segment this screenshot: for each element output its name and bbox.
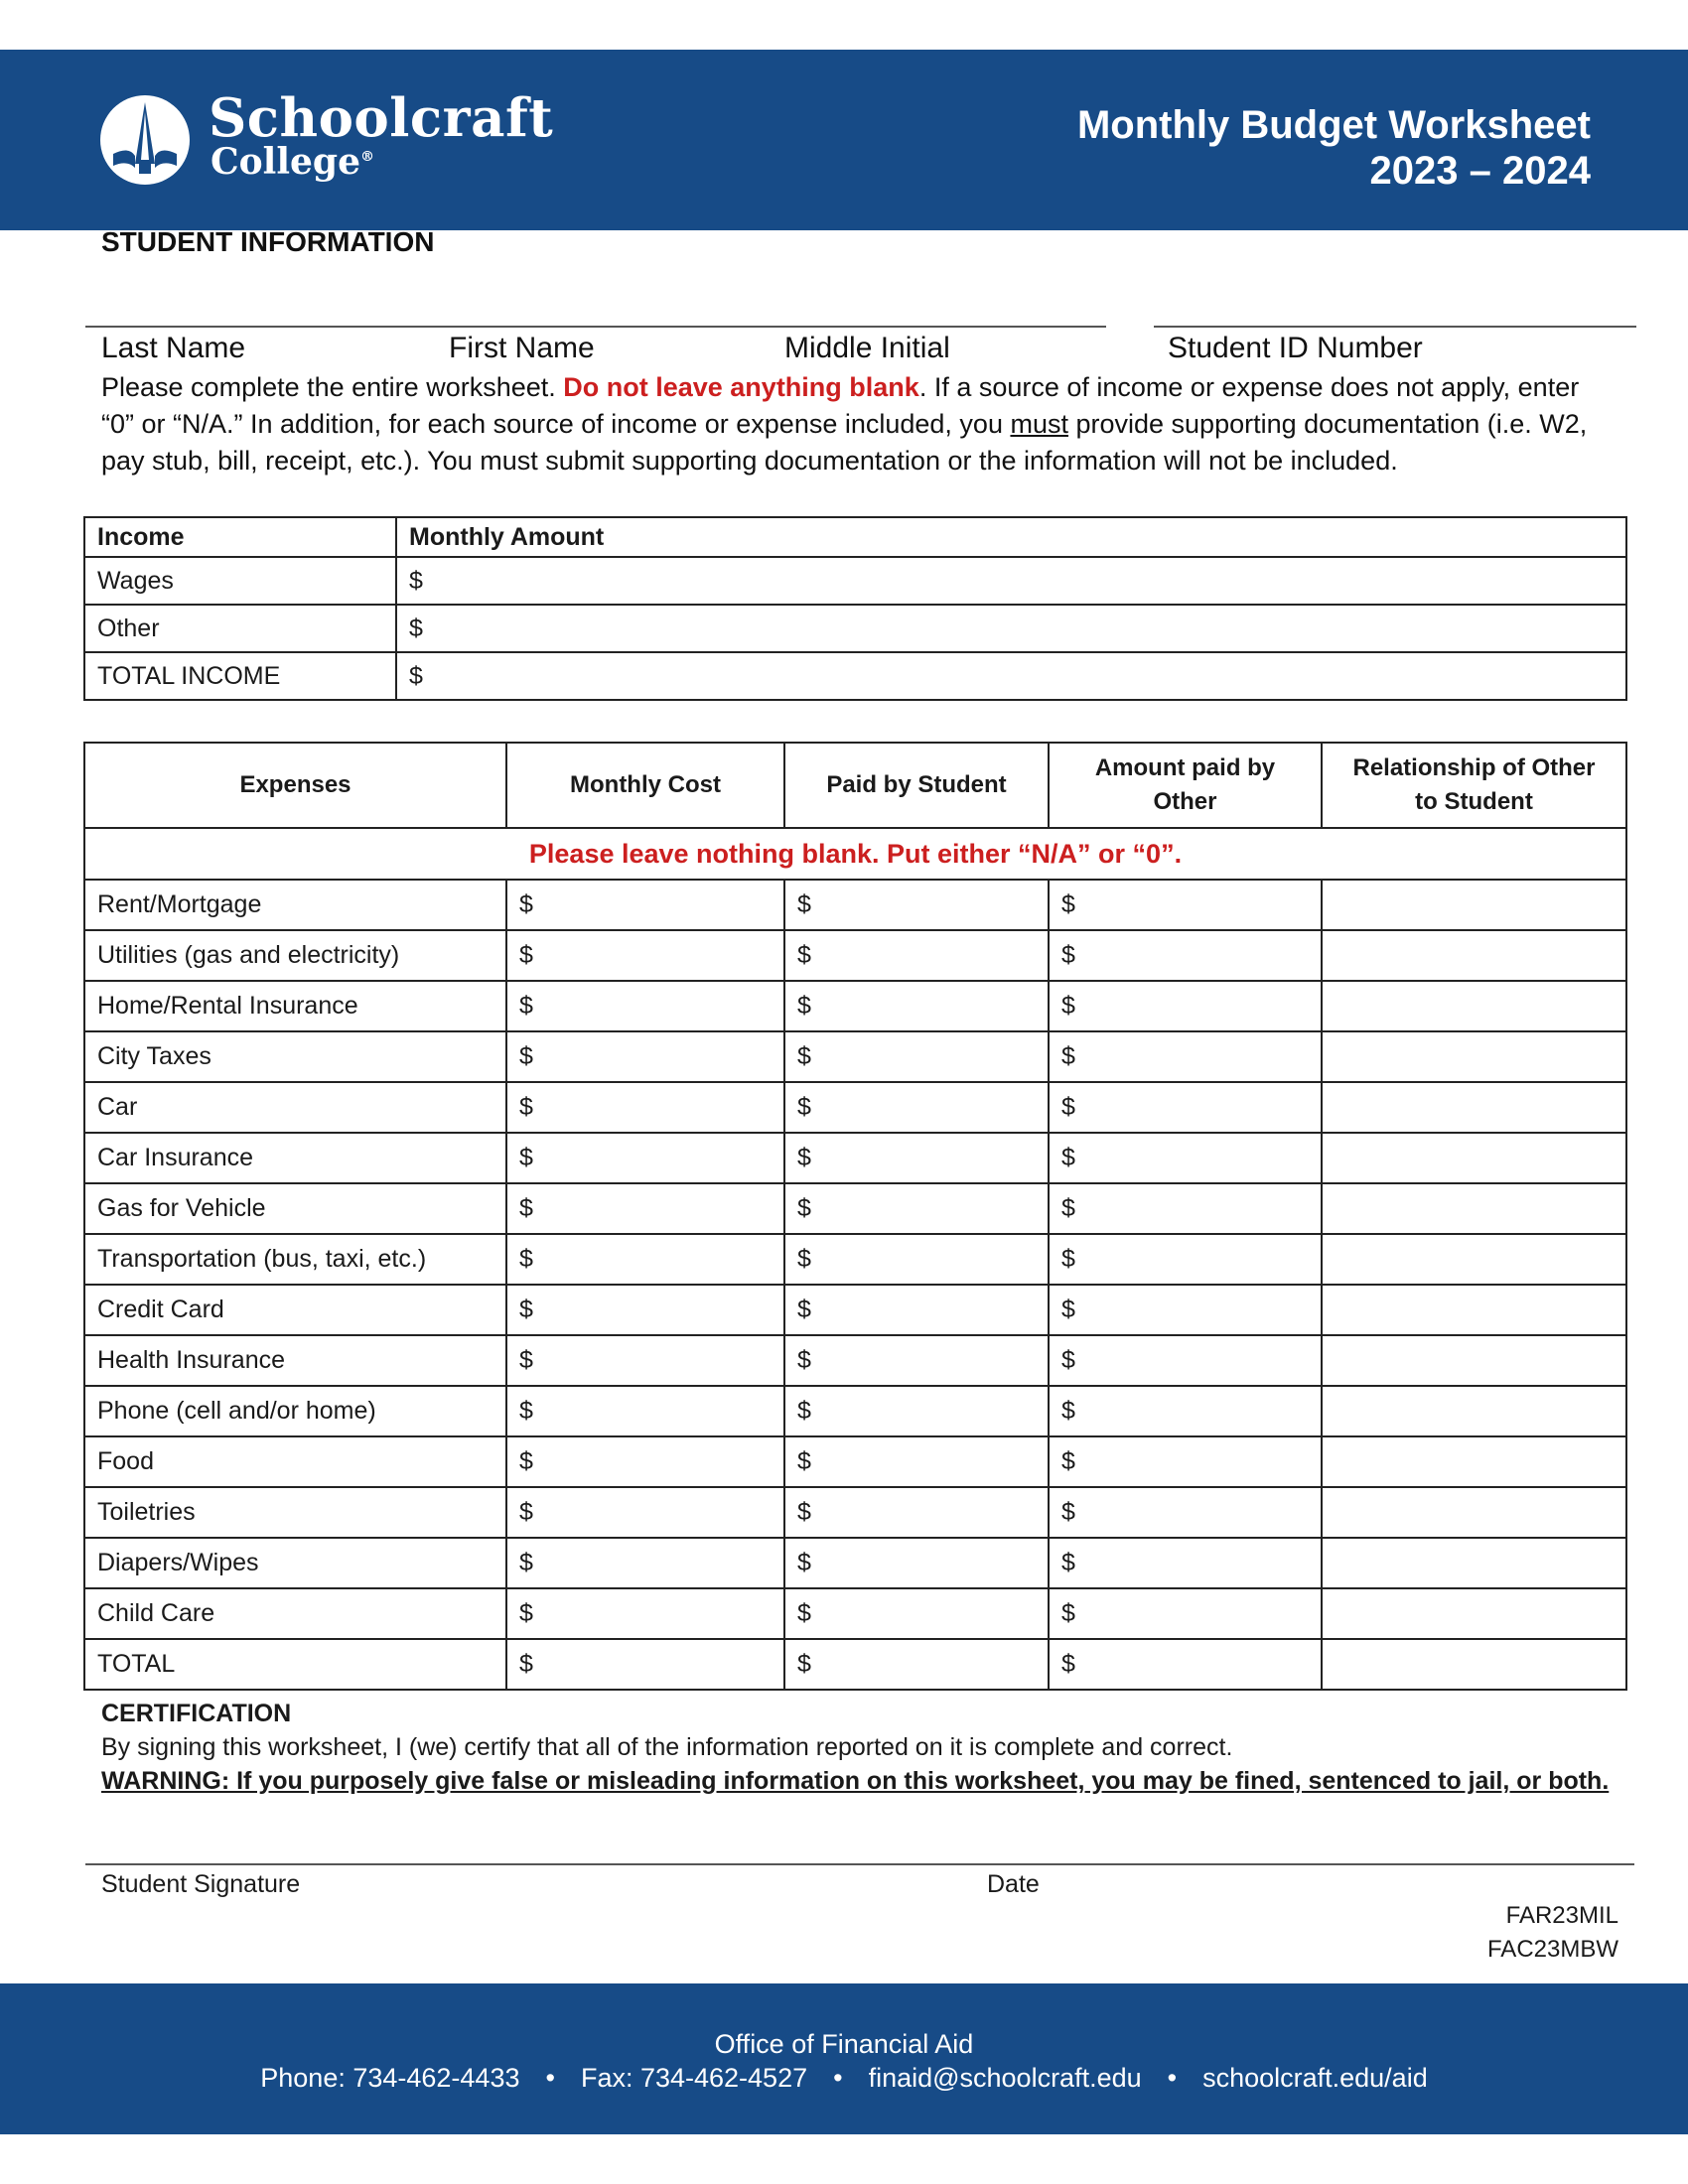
paid-by-student-field[interactable]: $: [784, 981, 1049, 1031]
paid-by-other-field[interactable]: $: [1049, 1183, 1322, 1234]
paid-by-other-field[interactable]: $: [1049, 1082, 1322, 1133]
paid-by-student-field[interactable]: $: [784, 1386, 1049, 1436]
paid-by-other-field[interactable]: $: [1049, 930, 1322, 981]
paid-by-other-field[interactable]: $: [1049, 880, 1322, 930]
income-amount-field[interactable]: $: [396, 652, 1626, 700]
paid-by-student-field[interactable]: $: [784, 1082, 1049, 1133]
separator-dot: •: [545, 2063, 555, 2093]
relationship-field[interactable]: [1322, 1285, 1626, 1335]
relationship-header: Relationship of Other to Student: [1322, 743, 1626, 828]
paid-by-student-field[interactable]: $: [784, 880, 1049, 930]
relationship-field[interactable]: [1322, 1588, 1626, 1639]
paid-by-student-field[interactable]: $: [784, 1183, 1049, 1234]
expense-label: Phone (cell and/or home): [84, 1386, 506, 1436]
form-code-2: FAC23MBW: [1486, 1936, 1618, 1963]
paid-by-student-field[interactable]: $: [784, 1031, 1049, 1082]
first-name-label: First Name: [449, 332, 595, 364]
last-name-label: Last Name: [101, 332, 246, 364]
expense-label: Gas for Vehicle: [84, 1183, 506, 1234]
student-id-entry-line[interactable]: [1154, 326, 1636, 328]
footer-office: Office of Financial Aid: [714, 2029, 974, 2059]
relationship-field[interactable]: [1322, 1386, 1626, 1436]
expense-row: [84, 1487, 1626, 1538]
certification-text: By signing this worksheet, I (we) certify that all of the information reported on it is complete and correct.: [101, 1733, 1233, 1761]
expense-label: Car: [84, 1082, 506, 1133]
paid-by-student-field[interactable]: $: [784, 1285, 1049, 1335]
paid-by-other-field[interactable]: $: [1049, 1487, 1322, 1538]
worksheet-title: Monthly Budget Worksheet: [1076, 103, 1591, 147]
expense-row: [84, 880, 1626, 930]
income-label: TOTAL INCOME: [84, 652, 396, 700]
registered-mark: ®: [360, 149, 374, 165]
monthly-cost-field[interactable]: $: [506, 1285, 784, 1335]
relationship-field[interactable]: [1322, 1639, 1626, 1690]
paid-by-other-field[interactable]: $: [1049, 1386, 1322, 1436]
relationship-field[interactable]: [1322, 1538, 1626, 1588]
name-entry-line[interactable]: [85, 326, 1106, 328]
relationship-field[interactable]: [1322, 880, 1626, 930]
expense-row: [84, 1436, 1626, 1487]
expense-row: [84, 1183, 1626, 1234]
paid-by-other-field[interactable]: $: [1049, 1133, 1322, 1183]
expense-row: [84, 1234, 1626, 1285]
income-amount-field[interactable]: $: [396, 557, 1626, 605]
expense-label: Utilities (gas and electricity): [84, 930, 506, 981]
expenses-header: Expenses: [84, 743, 506, 828]
expense-label: Diapers/Wipes: [84, 1538, 506, 1588]
paid-by-student-field[interactable]: $: [784, 1487, 1049, 1538]
paid-by-student-field[interactable]: $: [784, 1538, 1049, 1588]
form-code-1: FAR23MIL: [1505, 1902, 1618, 1929]
expense-row: [84, 1588, 1626, 1639]
paid-by-other-field[interactable]: $: [1049, 1234, 1322, 1285]
expense-row: [84, 1082, 1626, 1133]
expense-header-row: [84, 743, 1626, 828]
separator-dot: •: [1167, 2063, 1178, 2093]
paid-by-other-field[interactable]: $: [1049, 1538, 1322, 1588]
expense-label: City Taxes: [84, 1031, 506, 1082]
relationship-field[interactable]: [1322, 1082, 1626, 1133]
student-signature-label: Student Signature: [101, 1870, 301, 1898]
monthly-cost-field[interactable]: $: [506, 1639, 784, 1690]
expense-row: [84, 981, 1626, 1031]
monthly-cost-field[interactable]: $: [506, 930, 784, 981]
student-id-label: Student ID Number: [1168, 332, 1423, 364]
expense-row: [84, 1386, 1626, 1436]
monthly-cost-header: Monthly Cost: [506, 743, 784, 828]
date-label: Date: [987, 1870, 1040, 1898]
expense-label: Health Insurance: [84, 1335, 506, 1386]
paid-by-student-field[interactable]: $: [784, 1588, 1049, 1639]
expense-label: Transportation (bus, taxi, etc.): [84, 1234, 506, 1285]
paid-by-other-field[interactable]: $: [1049, 1588, 1322, 1639]
income-row-total: [84, 652, 1626, 700]
monthly-cost-field[interactable]: $: [506, 1386, 784, 1436]
paid-by-student-field[interactable]: $: [784, 1639, 1049, 1690]
paid-by-student-field[interactable]: $: [784, 1133, 1049, 1183]
expense-label: Home/Rental Insurance: [84, 981, 506, 1031]
relationship-field[interactable]: [1322, 1487, 1626, 1538]
monthly-cost-field[interactable]: $: [506, 1487, 784, 1538]
paid-by-student-field[interactable]: $: [784, 1436, 1049, 1487]
income-header-row: [84, 517, 1626, 557]
instructions-paragraph: Please complete the entire worksheet. Do not leave anything blank. If a source of income or expense does not apply, enter “0” or “N/A.” In addition, for each source of income or expense included, you must provide supporting documentation (i.e. W2, pay stub, bill, receipt, etc.). You must submit supporting documentation or the information will not be included.: [101, 372, 1588, 476]
monthly-cost-field[interactable]: $: [506, 1588, 784, 1639]
relationship-field[interactable]: [1322, 1234, 1626, 1285]
income-table: [83, 516, 1627, 701]
paid-by-student-field[interactable]: $: [784, 930, 1049, 981]
signature-line[interactable]: [85, 1863, 1634, 1865]
footer-fax: Fax: 734-462-4527: [580, 2063, 808, 2093]
instructions-must: must: [1010, 409, 1068, 439]
paid-by-other-field[interactable]: $: [1049, 1031, 1322, 1082]
expense-row: [84, 1639, 1626, 1690]
footer-website-link[interactable]: schoolcraft.edu/aid: [1202, 2063, 1428, 2093]
monthly-cost-field[interactable]: $: [506, 1133, 784, 1183]
expense-label: Car Insurance: [84, 1133, 506, 1183]
paid-by-student-header: Paid by Student: [784, 743, 1049, 828]
middle-initial-label: Middle Initial: [784, 332, 950, 364]
expense-row: [84, 1133, 1626, 1183]
expense-row: [84, 1031, 1626, 1082]
paid-by-student-field[interactable]: $: [784, 1335, 1049, 1386]
paid-by-other-field[interactable]: $: [1049, 1436, 1322, 1487]
expense-row: [84, 1285, 1626, 1335]
monthly-cost-field[interactable]: $: [506, 1183, 784, 1234]
income-amount-field[interactable]: $: [396, 605, 1626, 652]
relationship-field[interactable]: [1322, 1436, 1626, 1487]
income-label: Other: [84, 605, 396, 652]
college-logo-icon: [99, 94, 191, 186]
monthly-cost-field[interactable]: $: [506, 1234, 784, 1285]
amount-paid-by-other-header: Amount paid by Other: [1049, 743, 1322, 828]
footer-contact: [0, 2063, 1688, 2094]
expense-row: [84, 1538, 1626, 1588]
worksheet-year: 2023 – 2024: [1369, 149, 1591, 193]
monthly-cost-field[interactable]: $: [506, 1538, 784, 1588]
expense-label: TOTAL: [84, 1639, 506, 1690]
paid-by-other-field[interactable]: $: [1049, 1285, 1322, 1335]
income-label: Wages: [84, 557, 396, 605]
separator-dot: •: [833, 2063, 843, 2093]
paid-by-other-field[interactable]: $: [1049, 1639, 1322, 1690]
monthly-cost-field[interactable]: $: [506, 981, 784, 1031]
expense-label: Child Care: [84, 1588, 506, 1639]
income-header: Income: [84, 517, 396, 557]
expense-label: Toiletries: [84, 1487, 506, 1538]
expense-label: Rent/Mortgage: [84, 880, 506, 930]
relationship-field[interactable]: [1322, 1183, 1626, 1234]
income-row-wages: [84, 557, 1626, 605]
certification-heading: CERTIFICATION: [101, 1700, 292, 1727]
paid-by-student-field[interactable]: $: [784, 1234, 1049, 1285]
paid-by-other-field[interactable]: $: [1049, 981, 1322, 1031]
relationship-field[interactable]: [1322, 1335, 1626, 1386]
monthly-cost-field[interactable]: $: [506, 880, 784, 930]
student-info-heading: STUDENT INFORMATION: [101, 226, 435, 257]
expense-label: Credit Card: [84, 1285, 506, 1335]
monthly-amount-header: Monthly Amount: [396, 517, 1626, 557]
certification-warning: WARNING: If you purposely give false or misleading information on this worksheet, you may be fined, sentenced to jail, or both.: [101, 1767, 1610, 1795]
logo-wordmark-line2: College®: [211, 141, 374, 183]
logo-wordmark-line1: Schoolcraft: [209, 87, 554, 149]
relationship-field[interactable]: [1322, 1133, 1626, 1183]
expense-row: [84, 930, 1626, 981]
footer-email-link[interactable]: finaid@schoolcraft.edu: [868, 2063, 1142, 2093]
monthly-cost-field[interactable]: $: [506, 1031, 784, 1082]
expense-row: [84, 1335, 1626, 1386]
expense-label: Food: [84, 1436, 506, 1487]
expense-notice-row: [84, 828, 1626, 880]
relationship-field[interactable]: [1322, 930, 1626, 981]
instructions-warning: Do not leave anything blank: [563, 372, 919, 402]
monthly-cost-field[interactable]: $: [506, 1082, 784, 1133]
paid-by-other-field[interactable]: $: [1049, 1335, 1322, 1386]
income-row-other: [84, 605, 1626, 652]
expense-notice: Please leave nothing blank. Put either “N/A” or “0”.: [84, 828, 1626, 880]
monthly-cost-field[interactable]: $: [506, 1436, 784, 1487]
relationship-field[interactable]: [1322, 981, 1626, 1031]
footer-phone: Phone: 734-462-4433: [260, 2063, 520, 2093]
expense-table: [83, 742, 1627, 1691]
monthly-cost-field[interactable]: $: [506, 1335, 784, 1386]
relationship-field[interactable]: [1322, 1031, 1626, 1082]
